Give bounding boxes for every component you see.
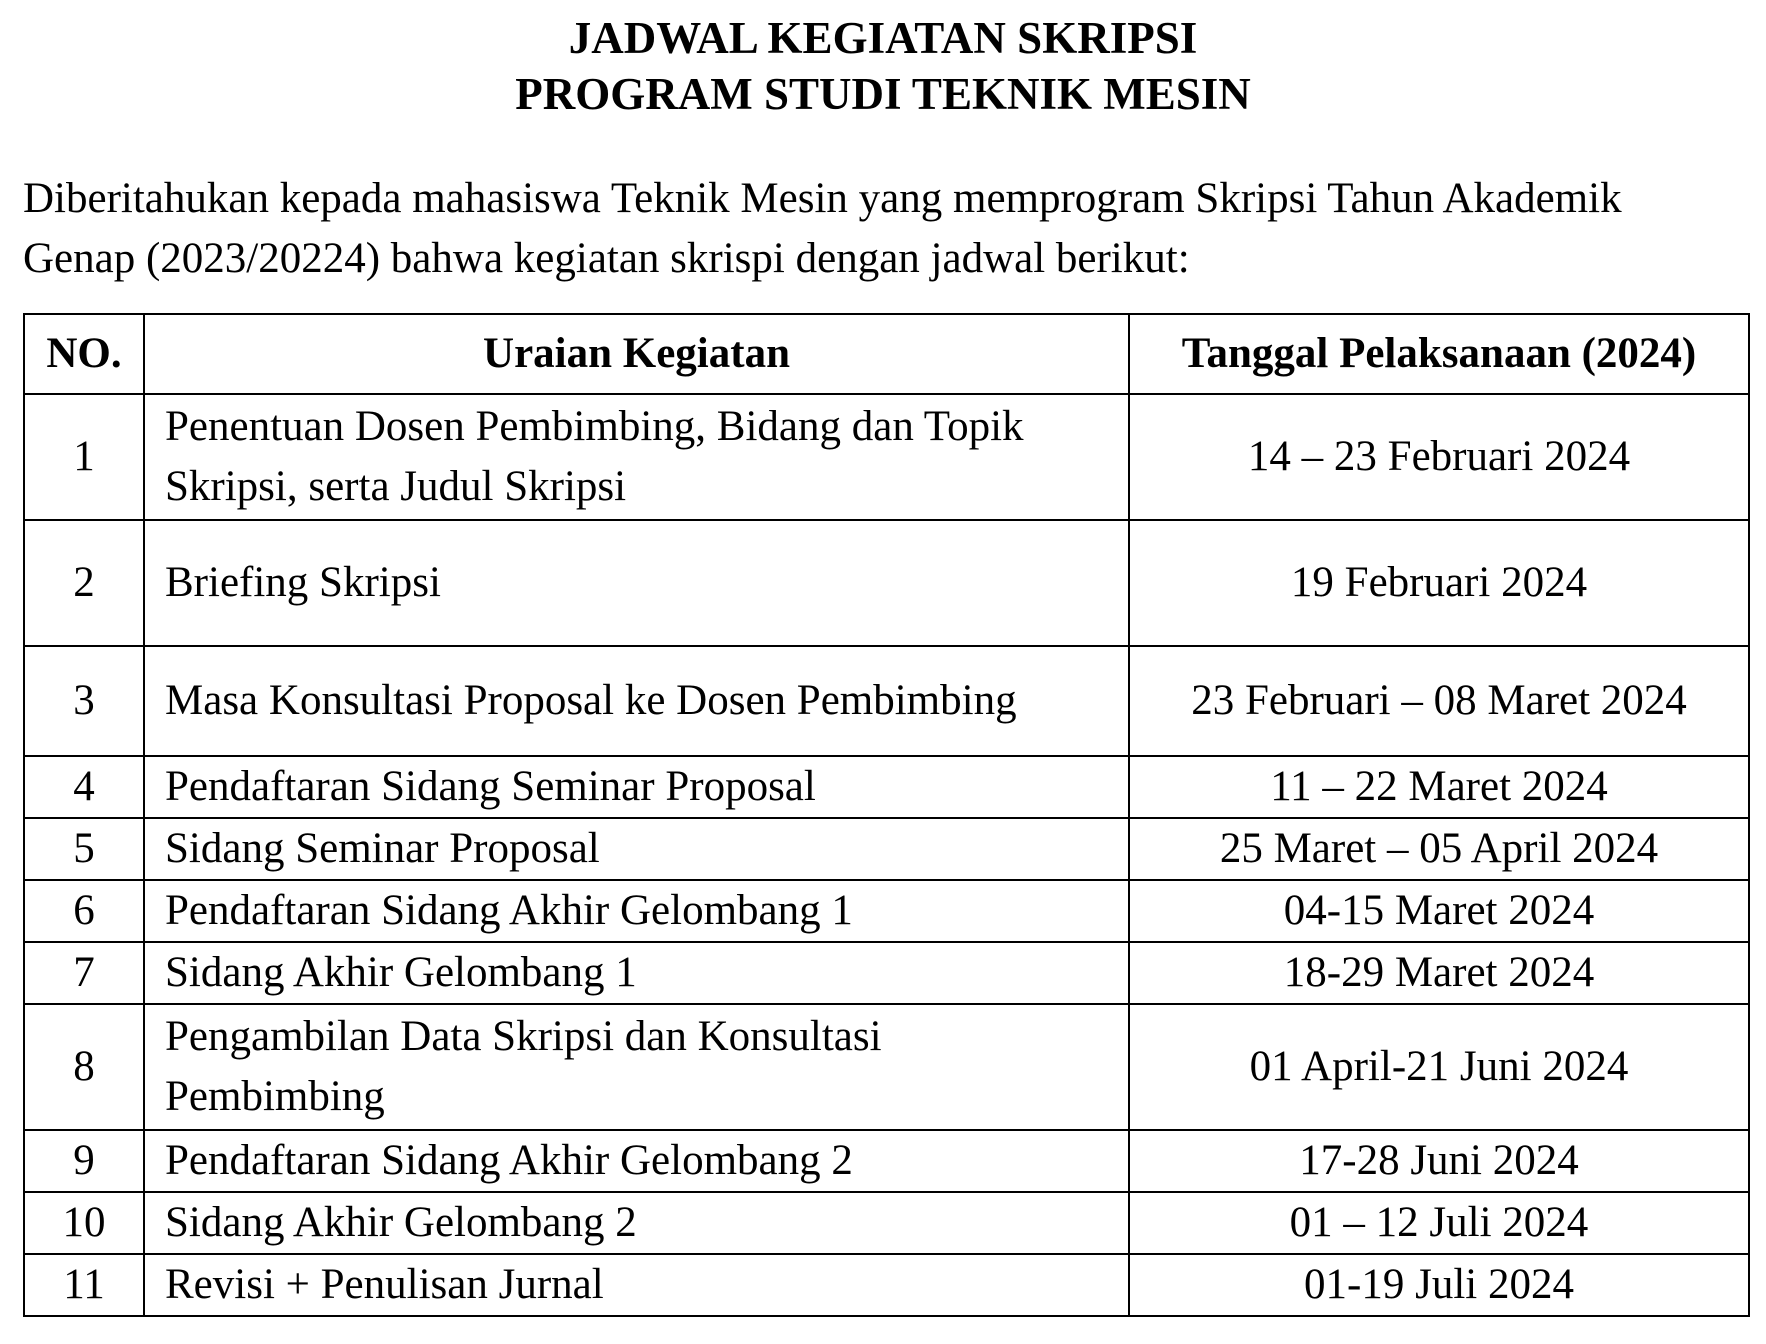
row-no: 1 (24, 394, 144, 520)
header-activity: Uraian Kegiatan (144, 314, 1129, 394)
table-row (24, 942, 1749, 1004)
row-activity (144, 1004, 1129, 1130)
row-activity: Masa Konsultasi Proposal ke Dosen Pembimbing (144, 646, 1129, 756)
schedule-table (23, 313, 1750, 1317)
row-activity: Pendaftaran Sidang Akhir Gelombang 1 (144, 880, 1129, 942)
row-activity: Sidang Akhir Gelombang 1 (144, 942, 1129, 1004)
row-no: 3 (24, 646, 144, 756)
row-activity-line: Penentuan Dosen Pembimbing, Bidang dan Topik (165, 403, 1024, 450)
row-no: 11 (24, 1254, 144, 1316)
table-row (24, 646, 1749, 756)
row-no: 6 (24, 880, 144, 942)
table-row (24, 1130, 1749, 1192)
header-no: NO. (24, 314, 144, 394)
row-no: 7 (24, 942, 144, 1004)
row-activity-line: Pembimbing (165, 1073, 385, 1120)
document-title-line-1: JADWAL KEGIATAN SKRIPSI (568, 13, 1198, 63)
row-date: 19 Februari 2024 (1129, 520, 1749, 646)
row-activity: Briefing Skripsi (144, 520, 1129, 646)
row-date: 25 Maret – 05 April 2024 (1129, 818, 1749, 880)
row-date: 01-19 Juli 2024 (1129, 1254, 1749, 1316)
row-date: 14 – 23 Februari 2024 (1129, 394, 1749, 520)
row-date: 23 Februari – 08 Maret 2024 (1129, 646, 1749, 756)
intro-line-2: Genap (2023/20224) bahwa kegiatan skrispi dengan jadwal berikut: (23, 235, 1190, 282)
row-date: 01 – 12 Juli 2024 (1129, 1192, 1749, 1254)
row-activity-line: Pengambilan Data Skripsi dan Konsultasi (165, 1013, 882, 1060)
row-date: 17-28 Juni 2024 (1129, 1130, 1749, 1192)
table-row (24, 1254, 1749, 1316)
row-date: 01 April-21 Juni 2024 (1129, 1004, 1749, 1130)
row-activity (144, 394, 1129, 520)
table-row (24, 756, 1749, 818)
row-date: 04-15 Maret 2024 (1129, 880, 1749, 942)
row-no: 10 (24, 1192, 144, 1254)
row-no: 5 (24, 818, 144, 880)
intro-line-1: Diberitahukan kepada mahasiswa Teknik Mesin yang memprogram Skripsi Tahun Akademik (23, 175, 1622, 222)
row-activity: Revisi + Penulisan Jurnal (144, 1254, 1129, 1316)
table-row (24, 880, 1749, 942)
row-date: 18-29 Maret 2024 (1129, 942, 1749, 1004)
row-no: 9 (24, 1130, 144, 1192)
row-date: 11 – 22 Maret 2024 (1129, 756, 1749, 818)
document-title-line-2: PROGRAM STUDI TEKNIK MESIN (515, 69, 1251, 119)
row-no: 8 (24, 1004, 144, 1130)
row-activity: Pendaftaran Sidang Akhir Gelombang 2 (144, 1130, 1129, 1192)
row-activity: Sidang Seminar Proposal (144, 818, 1129, 880)
table-row (24, 818, 1749, 880)
row-activity: Sidang Akhir Gelombang 2 (144, 1192, 1129, 1254)
table-row (24, 520, 1749, 646)
intro-paragraph (23, 169, 1743, 289)
table-row (24, 1004, 1749, 1130)
table-row (24, 1192, 1749, 1254)
row-activity: Pendaftaran Sidang Seminar Proposal (144, 756, 1129, 818)
table-row (24, 394, 1749, 520)
row-no: 4 (24, 756, 144, 818)
row-activity-line: Skripsi, serta Judul Skripsi (165, 463, 627, 510)
header-date: Tanggal Pelaksanaan (2024) (1129, 314, 1749, 394)
row-no: 2 (24, 520, 144, 646)
table-header-row (24, 314, 1749, 394)
